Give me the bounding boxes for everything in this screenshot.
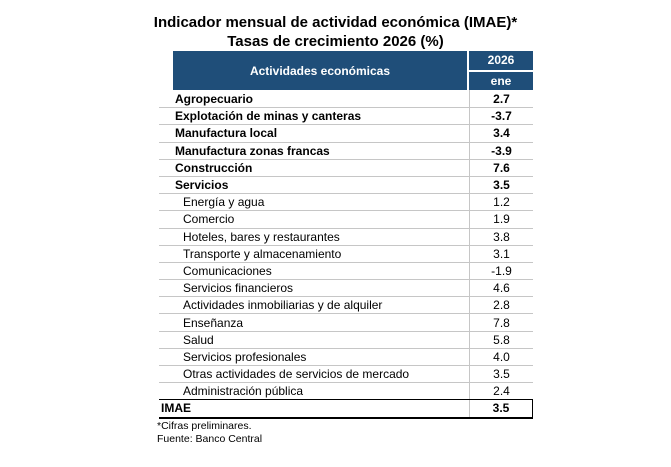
table-row bbox=[159, 124, 533, 141]
table-row bbox=[159, 399, 533, 416]
activity-label: Explotación de minas y canteras bbox=[175, 109, 362, 124]
activity-value: 3.5 bbox=[469, 177, 533, 193]
activity-value: 5.8 bbox=[469, 332, 533, 348]
header-cell-year: 2026 bbox=[469, 51, 533, 70]
activity-label: Comunicaciones bbox=[183, 263, 272, 278]
activity-label: Administración pública bbox=[183, 384, 304, 399]
activity-label: Servicios profesionales bbox=[183, 349, 307, 364]
activity-value: 7.6 bbox=[469, 160, 533, 176]
activity-value: 7.8 bbox=[469, 314, 533, 330]
activity-value: 2.7 bbox=[469, 90, 533, 107]
activity-value: -1.9 bbox=[469, 263, 533, 279]
activity-label: Transporte y almacenamiento bbox=[183, 246, 342, 261]
activity-value: 4.6 bbox=[469, 280, 533, 296]
table-row bbox=[159, 262, 533, 279]
activity-value: 2.4 bbox=[469, 383, 533, 399]
activity-value: 4.0 bbox=[469, 349, 533, 365]
table-row bbox=[159, 176, 533, 193]
footnote-source: Fuente: Banco Central bbox=[157, 433, 263, 445]
table-row bbox=[159, 90, 533, 107]
activity-label: Agropecuario bbox=[175, 91, 254, 106]
activity-value: 2.8 bbox=[469, 297, 533, 313]
activity-label: Actividades inmobiliarias y de alquiler bbox=[183, 298, 383, 313]
table-row bbox=[159, 365, 533, 382]
page-title-line2: Tasas de crecimiento 2026 (%) bbox=[227, 33, 444, 50]
table-row bbox=[159, 245, 533, 262]
header-cell-activities: Actividades económicas bbox=[173, 51, 467, 90]
activity-value: -3.9 bbox=[469, 143, 533, 159]
footnotes bbox=[157, 420, 262, 446]
activity-label: Enseñanza bbox=[183, 315, 244, 330]
activity-label: Hoteles, bares y restaurantes bbox=[183, 229, 340, 244]
table-body bbox=[159, 90, 533, 419]
activity-label: Servicios bbox=[175, 178, 229, 193]
activity-value: -3.7 bbox=[469, 108, 533, 124]
activity-label: Comercio bbox=[183, 212, 235, 227]
table-row bbox=[159, 193, 533, 210]
activity-label: IMAE bbox=[161, 401, 191, 416]
activity-value: 1.9 bbox=[469, 211, 533, 227]
activity-label: Energía y agua bbox=[183, 195, 265, 210]
activity-label: Salud bbox=[183, 332, 214, 347]
header-period-group bbox=[469, 51, 533, 90]
activity-label: Construcción bbox=[175, 160, 253, 175]
header-cell-month: ene bbox=[469, 72, 533, 91]
activity-label: Manufactura local bbox=[175, 126, 278, 141]
activity-value: 3.5 bbox=[469, 400, 533, 416]
activity-label: Servicios financieros bbox=[183, 281, 294, 296]
activity-value: 3.1 bbox=[469, 246, 533, 262]
imae-table bbox=[159, 51, 533, 419]
activity-value: 1.2 bbox=[469, 194, 533, 210]
activity-label: Otras actividades de servicios de mercado bbox=[183, 367, 410, 382]
activity-value: 3.8 bbox=[469, 229, 533, 245]
activity-label: Manufactura zonas francas bbox=[175, 143, 330, 158]
table-header bbox=[159, 51, 533, 90]
table-row bbox=[159, 228, 533, 245]
table-row bbox=[159, 382, 533, 399]
table-row bbox=[159, 210, 533, 227]
activity-value: 3.4 bbox=[469, 125, 533, 141]
table-row bbox=[159, 296, 533, 313]
page-title bbox=[0, 13, 671, 51]
table-row bbox=[159, 159, 533, 176]
table-row bbox=[159, 348, 533, 365]
table-row bbox=[159, 107, 533, 124]
page-title-line1: Indicador mensual de actividad económica (IMAE)* bbox=[153, 14, 518, 31]
table-row bbox=[159, 142, 533, 159]
table-row bbox=[159, 331, 533, 348]
footnote-preliminary: *Cifras preliminares. bbox=[157, 420, 252, 432]
table-row bbox=[159, 313, 533, 330]
table-row bbox=[159, 279, 533, 296]
activity-value: 3.5 bbox=[469, 366, 533, 382]
